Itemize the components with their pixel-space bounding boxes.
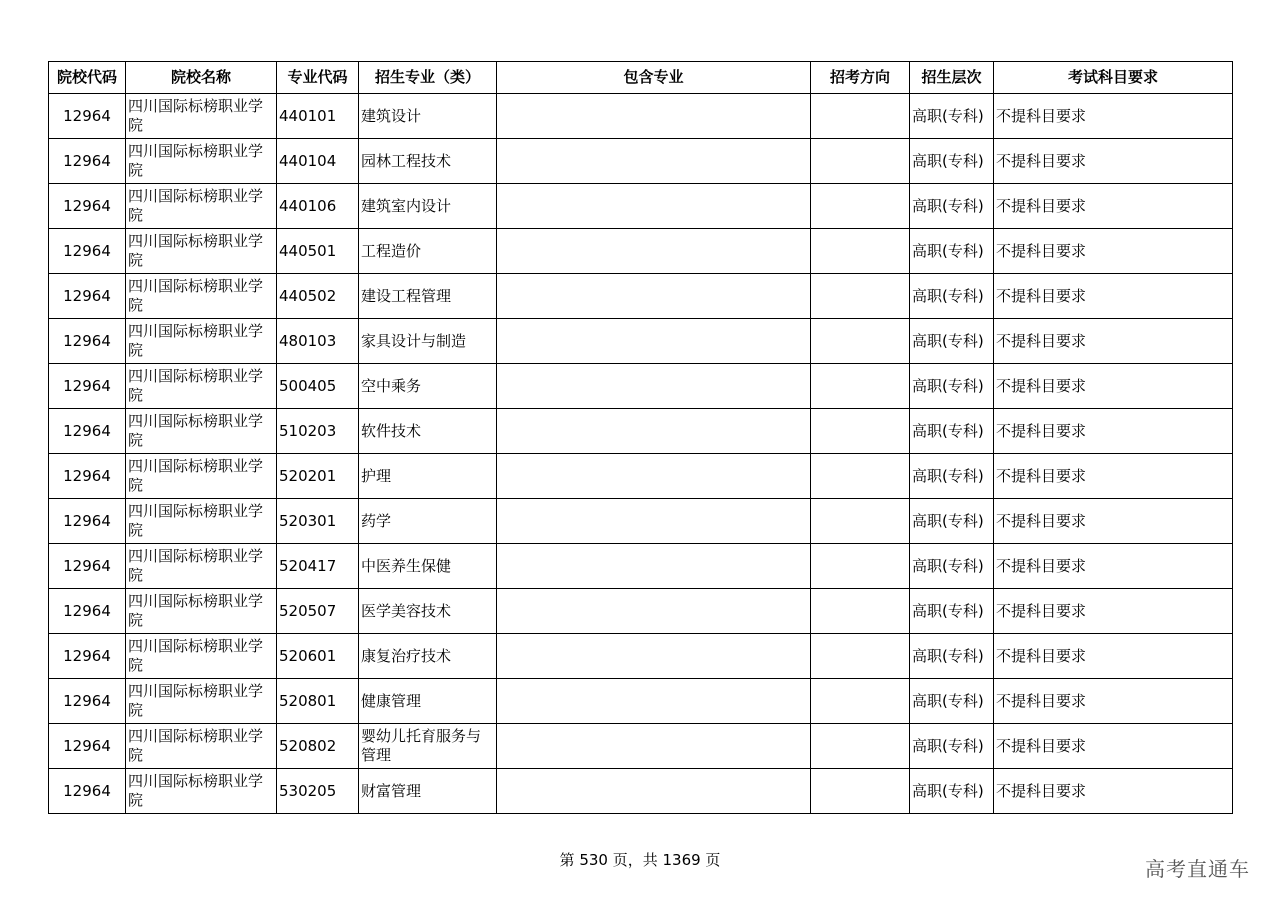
school-code-cell: 12964 (49, 769, 126, 814)
major-code-cell: 440106 (277, 184, 359, 229)
level-cell: 高职(专科) (910, 454, 994, 499)
school-name-cell: 四川国际标榜职业学院 (126, 454, 277, 499)
school-name-cell: 四川国际标榜职业学院 (126, 274, 277, 319)
requirement-cell: 不提科目要求 (994, 229, 1233, 274)
major-cell: 护理 (359, 454, 497, 499)
school-name-cell: 四川国际标榜职业学院 (126, 409, 277, 454)
requirement-cell: 不提科目要求 (994, 94, 1233, 139)
included-majors-cell (497, 229, 811, 274)
major-cell: 园林工程技术 (359, 139, 497, 184)
school-name-cell: 四川国际标榜职业学院 (126, 184, 277, 229)
level-cell: 高职(专科) (910, 724, 994, 769)
requirement-cell: 不提科目要求 (994, 724, 1233, 769)
direction-cell (811, 319, 910, 364)
school-code-cell: 12964 (49, 544, 126, 589)
major-code-cell: 520802 (277, 724, 359, 769)
major-cell: 建筑设计 (359, 94, 497, 139)
school-name-cell: 四川国际标榜职业学院 (126, 679, 277, 724)
major-code-cell: 520801 (277, 679, 359, 724)
table-row (49, 499, 1233, 544)
header-school-code: 院校代码 (49, 62, 126, 94)
admissions-table (48, 61, 1233, 814)
major-cell: 中医养生保健 (359, 544, 497, 589)
school-code-cell: 12964 (49, 409, 126, 454)
included-majors-cell (497, 499, 811, 544)
table-row (49, 409, 1233, 454)
school-code-cell: 12964 (49, 679, 126, 724)
requirement-cell: 不提科目要求 (994, 274, 1233, 319)
major-code-cell: 510203 (277, 409, 359, 454)
major-code-cell: 440501 (277, 229, 359, 274)
included-majors-cell (497, 679, 811, 724)
major-code-cell: 520201 (277, 454, 359, 499)
school-code-cell: 12964 (49, 274, 126, 319)
requirement-cell: 不提科目要求 (994, 364, 1233, 409)
direction-cell (811, 589, 910, 634)
direction-cell (811, 769, 910, 814)
school-name-cell: 四川国际标榜职业学院 (126, 139, 277, 184)
requirement-cell: 不提科目要求 (994, 679, 1233, 724)
level-cell: 高职(专科) (910, 544, 994, 589)
school-code-cell: 12964 (49, 454, 126, 499)
school-code-cell: 12964 (49, 724, 126, 769)
table-row (49, 589, 1233, 634)
school-code-cell: 12964 (49, 139, 126, 184)
level-cell: 高职(专科) (910, 139, 994, 184)
school-name-cell: 四川国际标榜职业学院 (126, 94, 277, 139)
major-cell: 建设工程管理 (359, 274, 497, 319)
school-name-cell: 四川国际标榜职业学院 (126, 634, 277, 679)
direction-cell (811, 364, 910, 409)
school-name-cell: 四川国际标榜职业学院 (126, 544, 277, 589)
table-row (49, 319, 1233, 364)
included-majors-cell (497, 769, 811, 814)
school-name-cell: 四川国际标榜职业学院 (126, 364, 277, 409)
table-header-row (49, 62, 1233, 94)
included-majors-cell (497, 364, 811, 409)
school-code-cell: 12964 (49, 229, 126, 274)
direction-cell (811, 94, 910, 139)
school-code-cell: 12964 (49, 589, 126, 634)
school-name-cell: 四川国际标榜职业学院 (126, 724, 277, 769)
major-cell: 工程造价 (359, 229, 497, 274)
header-direction: 招考方向 (811, 62, 910, 94)
school-name-cell: 四川国际标榜职业学院 (126, 229, 277, 274)
level-cell: 高职(专科) (910, 274, 994, 319)
table-row (49, 364, 1233, 409)
header-requirement: 考试科目要求 (994, 62, 1233, 94)
major-code-cell: 520417 (277, 544, 359, 589)
table-row (49, 184, 1233, 229)
requirement-cell: 不提科目要求 (994, 139, 1233, 184)
level-cell: 高职(专科) (910, 319, 994, 364)
table-row (49, 139, 1233, 184)
school-name-cell: 四川国际标榜职业学院 (126, 769, 277, 814)
major-cell: 空中乘务 (359, 364, 497, 409)
requirement-cell: 不提科目要求 (994, 454, 1233, 499)
school-code-cell: 12964 (49, 319, 126, 364)
direction-cell (811, 544, 910, 589)
requirement-cell: 不提科目要求 (994, 499, 1233, 544)
table-row (49, 679, 1233, 724)
direction-cell (811, 634, 910, 679)
requirement-cell: 不提科目要求 (994, 319, 1233, 364)
major-cell: 药学 (359, 499, 497, 544)
level-cell: 高职(专科) (910, 409, 994, 454)
direction-cell (811, 184, 910, 229)
header-level: 招生层次 (910, 62, 994, 94)
major-code-cell: 520507 (277, 589, 359, 634)
included-majors-cell (497, 544, 811, 589)
table-row (49, 94, 1233, 139)
direction-cell (811, 679, 910, 724)
school-name-cell: 四川国际标榜职业学院 (126, 319, 277, 364)
requirement-cell: 不提科目要求 (994, 589, 1233, 634)
major-code-cell: 480103 (277, 319, 359, 364)
included-majors-cell (497, 139, 811, 184)
direction-cell (811, 139, 910, 184)
direction-cell (811, 454, 910, 499)
page-number: 第 530 页，共 1369 页 (559, 851, 721, 869)
watermark: 高考直通车 (1145, 857, 1250, 881)
included-majors-cell (497, 454, 811, 499)
header-major-code: 专业代码 (277, 62, 359, 94)
major-cell: 财富管理 (359, 769, 497, 814)
requirement-cell: 不提科目要求 (994, 184, 1233, 229)
level-cell: 高职(专科) (910, 499, 994, 544)
major-cell: 健康管理 (359, 679, 497, 724)
school-code-cell: 12964 (49, 94, 126, 139)
header-school-name: 院校名称 (126, 62, 277, 94)
requirement-cell: 不提科目要求 (994, 769, 1233, 814)
level-cell: 高职(专科) (910, 769, 994, 814)
table-row (49, 769, 1233, 814)
major-cell: 婴幼儿托育服务与管理 (359, 724, 497, 769)
table-row (49, 634, 1233, 679)
direction-cell (811, 724, 910, 769)
major-code-cell: 440502 (277, 274, 359, 319)
included-majors-cell (497, 274, 811, 319)
major-code-cell: 500405 (277, 364, 359, 409)
major-code-cell: 440104 (277, 139, 359, 184)
included-majors-cell (497, 634, 811, 679)
header-major: 招生专业（类） (359, 62, 497, 94)
direction-cell (811, 409, 910, 454)
major-code-cell: 440101 (277, 94, 359, 139)
major-code-cell: 520601 (277, 634, 359, 679)
level-cell: 高职(专科) (910, 184, 994, 229)
level-cell: 高职(专科) (910, 679, 994, 724)
included-majors-cell (497, 319, 811, 364)
level-cell: 高职(专科) (910, 229, 994, 274)
table-row (49, 229, 1233, 274)
included-majors-cell (497, 724, 811, 769)
school-name-cell: 四川国际标榜职业学院 (126, 499, 277, 544)
table-row (49, 274, 1233, 319)
table-row (49, 724, 1233, 769)
requirement-cell: 不提科目要求 (994, 409, 1233, 454)
level-cell: 高职(专科) (910, 634, 994, 679)
table-row (49, 454, 1233, 499)
major-cell: 医学美容技术 (359, 589, 497, 634)
requirement-cell: 不提科目要求 (994, 544, 1233, 589)
level-cell: 高职(专科) (910, 364, 994, 409)
direction-cell (811, 229, 910, 274)
school-name-cell: 四川国际标榜职业学院 (126, 589, 277, 634)
direction-cell (811, 499, 910, 544)
included-majors-cell (497, 94, 811, 139)
level-cell: 高职(专科) (910, 589, 994, 634)
school-code-cell: 12964 (49, 634, 126, 679)
major-cell: 软件技术 (359, 409, 497, 454)
school-code-cell: 12964 (49, 184, 126, 229)
table-row (49, 544, 1233, 589)
included-majors-cell (497, 589, 811, 634)
major-cell: 建筑室内设计 (359, 184, 497, 229)
school-code-cell: 12964 (49, 364, 126, 409)
header-included-majors: 包含专业 (497, 62, 811, 94)
major-cell: 康复治疗技术 (359, 634, 497, 679)
direction-cell (811, 274, 910, 319)
included-majors-cell (497, 184, 811, 229)
included-majors-cell (497, 409, 811, 454)
major-cell: 家具设计与制造 (359, 319, 497, 364)
requirement-cell: 不提科目要求 (994, 634, 1233, 679)
major-code-cell: 530205 (277, 769, 359, 814)
level-cell: 高职(专科) (910, 94, 994, 139)
school-code-cell: 12964 (49, 499, 126, 544)
major-code-cell: 520301 (277, 499, 359, 544)
